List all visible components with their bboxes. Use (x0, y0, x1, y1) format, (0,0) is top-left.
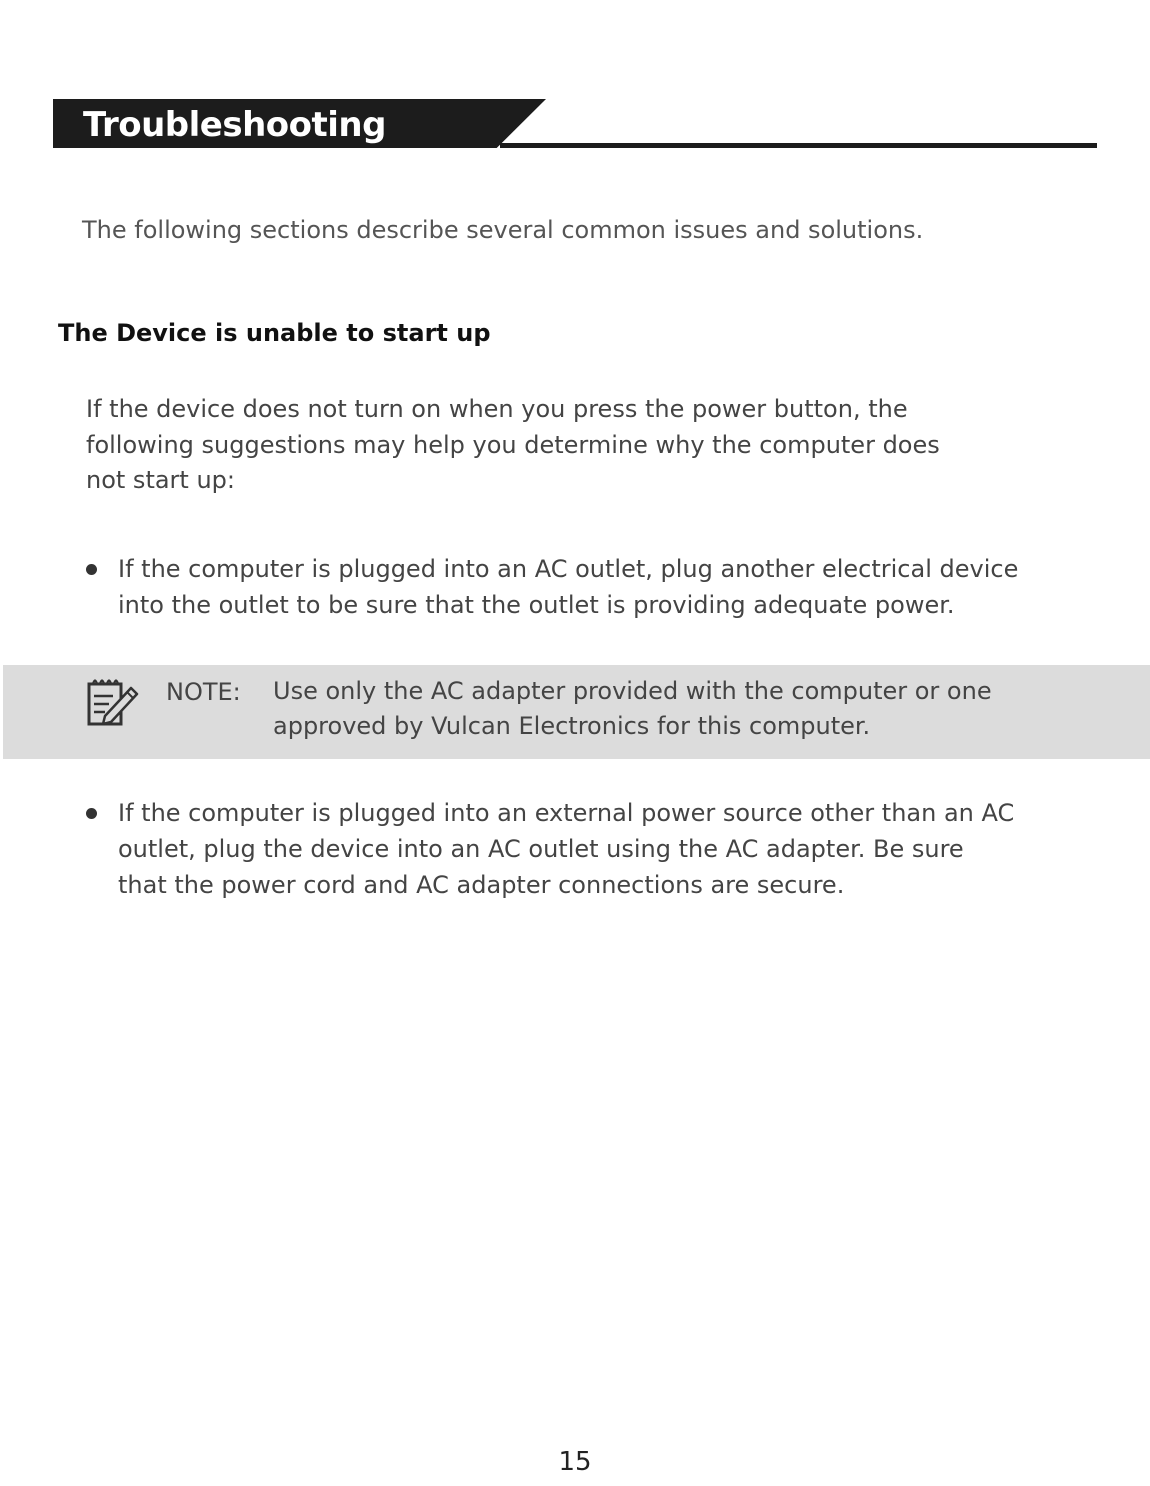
bullet-item (86, 795, 1116, 903)
bullet-line: that the power cord and AC adapter connections are secure. (118, 871, 845, 899)
note-line: approved by Vulcan Electronics for this computer. (273, 712, 871, 740)
bullet-line: outlet, plug the device into an AC outlet using the AC adapter. Be sure (118, 835, 964, 863)
bullet-line: into the outlet to be sure that the outlet is providing adequate power. (118, 591, 955, 619)
note-label: NOTE: (166, 678, 241, 706)
bullet-item (86, 551, 1116, 623)
bullet-line: If the computer is plugged into an AC outlet, plug another electrical device (118, 555, 1019, 583)
paragraph-line: following suggestions may help you determine why the computer does (86, 430, 940, 459)
paragraph-line: not start up: (86, 466, 235, 494)
note-line: Use only the AC adapter provided with the computer or one (273, 677, 992, 705)
bullet-dot-icon (86, 564, 97, 575)
bullet-line: If the computer is plugged into an external power source other than an AC (118, 799, 1015, 827)
page-number: 15 (558, 1447, 592, 1477)
note-pencil-icon (83, 674, 145, 730)
section-heading: The Device is unable to start up (58, 319, 491, 347)
bullet-text (118, 551, 1018, 623)
bullet-dot-icon (86, 808, 97, 819)
paragraph-line: If the device does not turn on when you press the power button, the (86, 395, 908, 423)
note-text (273, 674, 992, 744)
page-title: Troubleshooting (83, 105, 386, 145)
bullet-text (118, 795, 1014, 903)
section-paragraph (86, 392, 1046, 499)
note-box (3, 665, 1150, 759)
header-rule (500, 143, 1097, 148)
intro-text: The following sections describe several common issues and solutions. (82, 216, 924, 244)
